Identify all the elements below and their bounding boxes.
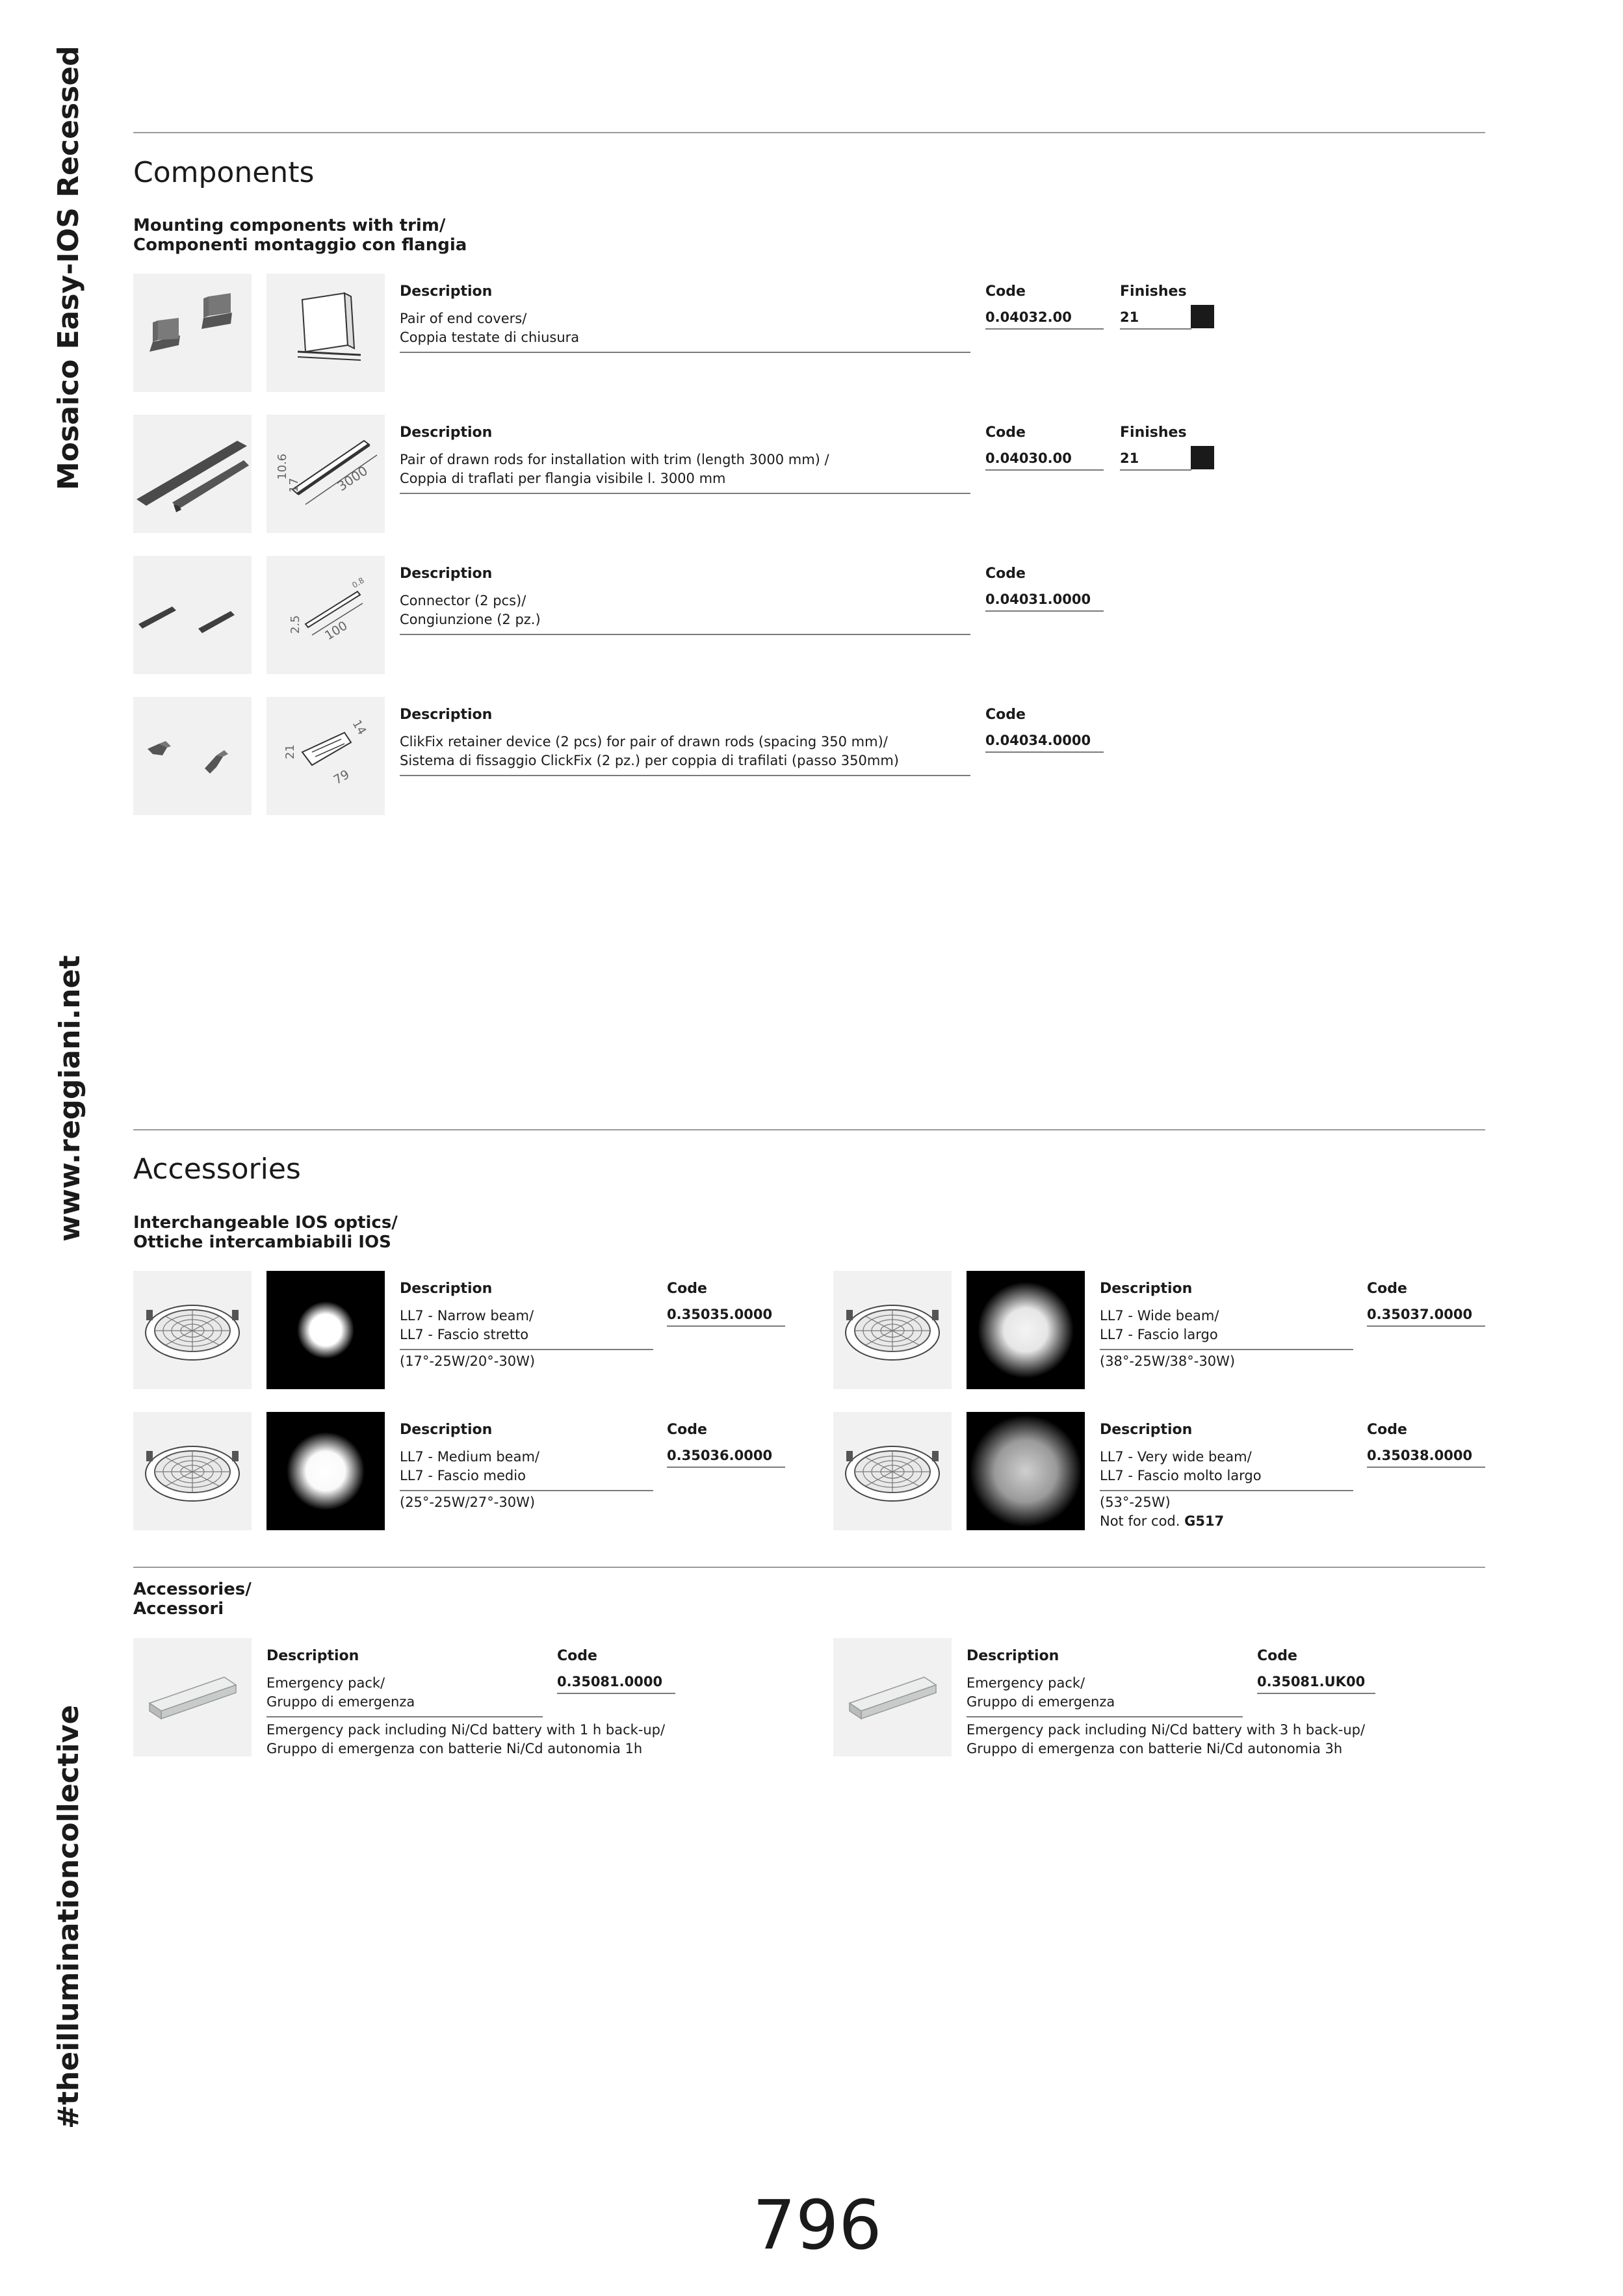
end-covers-description-label: Description <box>400 283 493 300</box>
components-subtitle <box>133 216 467 255</box>
drawn-rods-finish-underline <box>1120 469 1191 471</box>
drawn-rods-finishes-label: Finishes <box>1120 424 1187 441</box>
medium-beam-code-underline <box>667 1467 785 1468</box>
connector-desc-underline <box>400 634 970 635</box>
accessories-subtitle-line2: Accessori <box>133 1599 224 1619</box>
optics-subtitle-line2: Ottiche intercambiabili IOS <box>133 1233 391 1252</box>
medium-beam-optic-photo <box>133 1412 252 1530</box>
end-covers-photo <box>133 274 252 392</box>
wide-beam-code: 0.35037.0000 <box>1367 1307 1473 1322</box>
drawn-rods-dim-width: 17 <box>287 478 301 493</box>
clikfix-desc-underline <box>400 775 970 776</box>
clikfix-desc-it: Sistema di fissaggio ClickFix (2 pz.) per coppia di trafilati (passo 350mm) <box>400 753 899 768</box>
drawn-rods-photo <box>133 415 252 533</box>
accessories-title: Accessories <box>133 1153 301 1186</box>
medium-beam-light-spot <box>266 1412 385 1530</box>
emergency-pack-3h-photo <box>833 1638 952 1756</box>
very-wide-beam-light-spot <box>967 1412 1085 1530</box>
narrow-beam-code-label: Code <box>667 1281 707 1297</box>
narrow-beam-description <box>400 1307 534 1344</box>
connector-dim-thickness: 0.8 <box>350 575 366 590</box>
emergency-pack-3h-description-label: Description <box>967 1648 1059 1664</box>
connector-dim-length: 100 <box>322 618 350 644</box>
connector-desc-en: Connector (2 pcs)/ <box>400 593 526 608</box>
emergency-pack-1h-notes <box>266 1721 665 1758</box>
end-covers-desc-underline <box>400 352 970 353</box>
page-number: 796 <box>753 2185 882 2265</box>
clikfix-description <box>400 733 899 770</box>
end-covers-drawing <box>266 274 385 392</box>
connector-description-label: Description <box>400 566 493 582</box>
end-covers-finish-swatch <box>1191 305 1214 328</box>
very-wide-beam-code: 0.35038.0000 <box>1367 1448 1473 1463</box>
drawn-rods-description-label: Description <box>400 424 493 441</box>
end-covers-code: 0.04032.00 <box>985 309 1072 325</box>
wide-beam-description <box>1100 1307 1219 1344</box>
drawn-rods-dim-length: 3000 <box>334 462 370 495</box>
end-covers-finish-code: 21 <box>1120 309 1139 325</box>
narrow-beam-optic-photo <box>133 1271 252 1389</box>
clikfix-desc-en: ClikFix retainer device (2 pcs) for pair of drawn rods (spacing 350 mm)/ <box>400 734 888 750</box>
drawn-rods-desc-en: Pair of drawn rods for installation with trim (length 3000 mm) / <box>400 452 829 467</box>
very-wide-beam-desc-it: LL7 - Fascio molto largo <box>1100 1468 1262 1483</box>
medium-beam-code: 0.35036.0000 <box>667 1448 773 1463</box>
emergency-pack-3h-note-it: Gruppo di emergenza con batterie Ni/Cd autonomia 3h <box>967 1741 1343 1756</box>
emergency-pack-3h-code: 0.35081.UK00 <box>1257 1674 1366 1689</box>
clikfix-code-underline <box>985 751 1104 753</box>
wide-beam-desc-underline <box>1100 1349 1353 1350</box>
drawn-rods-drawing <box>266 415 385 533</box>
very-wide-beam-note-code: G517 <box>1184 1513 1225 1529</box>
drawn-rods-code-underline <box>985 469 1104 471</box>
clikfix-drawing <box>266 697 385 815</box>
emergency-pack-3h-code-label: Code <box>1257 1648 1297 1664</box>
drawn-rods-dim-height: 10.6 <box>276 453 289 480</box>
emergency-pack-1h-description <box>266 1674 415 1712</box>
narrow-beam-desc-underline <box>400 1349 653 1350</box>
accessories-top-rule <box>133 1129 1485 1130</box>
emergency-pack-3h-code-underline <box>1257 1693 1375 1694</box>
medium-beam-description-label: Description <box>400 1422 493 1438</box>
medium-beam-desc-it: LL7 - Fascio medio <box>400 1468 526 1483</box>
emergency-pack-1h-description-label: Description <box>266 1648 359 1664</box>
emergency-pack-1h-desc-it: Gruppo di emergenza <box>266 1694 415 1710</box>
end-covers-desc-it: Coppia testate di chiusura <box>400 330 580 345</box>
very-wide-beam-note-prefix: Not for cod. <box>1100 1513 1185 1529</box>
medium-beam-desc-underline <box>400 1490 653 1491</box>
emergency-pack-3h-desc-underline <box>967 1716 1243 1717</box>
emergency-pack-1h-code: 0.35081.0000 <box>557 1674 663 1689</box>
very-wide-beam-angles: (53°-25W) <box>1100 1494 1171 1510</box>
very-wide-beam-code-underline <box>1367 1467 1485 1468</box>
connector-dim-height: 2.5 <box>289 615 302 634</box>
clikfix-description-label: Description <box>400 707 493 723</box>
side-product-name: Mosaico Easy-IOS Recessed <box>52 46 85 490</box>
wide-beam-optic-photo <box>833 1271 952 1389</box>
very-wide-beam-details <box>1100 1493 1224 1531</box>
clikfix-code-label: Code <box>985 707 1026 723</box>
drawn-rods-code: 0.04030.00 <box>985 450 1072 466</box>
optics-subtitle-line1: Interchangeable IOS optics/ <box>133 1213 398 1233</box>
drawn-rods-desc-it: Coppia di traflati per flangia visibile l. 3000 mm <box>400 471 726 486</box>
end-covers-finish-underline <box>1120 328 1191 330</box>
side-website: www.reggiani.net <box>53 955 86 1242</box>
wide-beam-angles: (38°-25W/38°-30W) <box>1100 1353 1236 1369</box>
very-wide-beam-desc-underline <box>1100 1490 1353 1491</box>
emergency-pack-3h-description <box>967 1674 1115 1712</box>
connector-code: 0.04031.0000 <box>985 592 1091 607</box>
clikfix-code: 0.04034.0000 <box>985 733 1091 748</box>
medium-beam-code-label: Code <box>667 1422 707 1438</box>
clikfix-dim-width: 14 <box>349 718 369 738</box>
optics-subtitle <box>133 1213 398 1252</box>
emergency-pack-1h-desc-en: Emergency pack/ <box>266 1675 385 1691</box>
clikfix-dim-height: 21 <box>283 744 297 759</box>
connector-code-underline <box>985 610 1104 612</box>
emergency-pack-1h-note-it: Gruppo di emergenza con batterie Ni/Cd autonomia 1h <box>266 1741 643 1756</box>
clikfix-dim-length: 79 <box>331 767 352 788</box>
emergency-pack-3h-desc-en: Emergency pack/ <box>967 1675 1085 1691</box>
narrow-beam-desc-en: LL7 - Narrow beam/ <box>400 1308 534 1324</box>
narrow-beam-desc-it: LL7 - Fascio stretto <box>400 1327 529 1342</box>
components-subtitle-line2: Componenti montaggio con flangia <box>133 235 467 255</box>
medium-beam-description <box>400 1448 539 1485</box>
drawn-rods-finish-swatch <box>1191 446 1214 469</box>
wide-beam-code-label: Code <box>1367 1281 1407 1297</box>
very-wide-beam-optic-photo <box>833 1412 952 1530</box>
narrow-beam-light-spot <box>266 1271 385 1389</box>
emergency-pack-1h-code-label: Code <box>557 1648 597 1664</box>
end-covers-finishes-label: Finishes <box>1120 283 1187 300</box>
very-wide-beam-code-label: Code <box>1367 1422 1407 1438</box>
connector-code-label: Code <box>985 566 1026 582</box>
accessories-sub-rule <box>133 1567 1485 1568</box>
wide-beam-light-spot <box>967 1271 1085 1389</box>
very-wide-beam-description-label: Description <box>1100 1422 1193 1438</box>
connector-desc-it: Congiunzione (2 pz.) <box>400 612 541 627</box>
end-covers-description <box>400 309 579 347</box>
very-wide-beam-note <box>1100 1512 1224 1531</box>
clikfix-photo <box>133 697 252 815</box>
components-top-rule <box>133 132 1485 133</box>
emergency-pack-1h-desc-underline <box>266 1716 543 1717</box>
end-covers-desc-en: Pair of end covers/ <box>400 311 527 326</box>
emergency-pack-1h-note-en: Emergency pack including Ni/Cd battery with 1 h back-up/ <box>266 1722 666 1738</box>
emergency-pack-3h-note-en: Emergency pack including Ni/Cd battery with 3 h back-up/ <box>967 1722 1366 1738</box>
accessories-subtitle <box>133 1580 252 1619</box>
connector-description <box>400 592 541 629</box>
emergency-pack-1h-photo <box>133 1638 252 1756</box>
medium-beam-angles: (25°-25W/27°-30W) <box>400 1494 536 1510</box>
medium-beam-desc-en: LL7 - Medium beam/ <box>400 1449 539 1465</box>
components-subtitle-line1: Mounting components with trim/ <box>133 216 446 235</box>
wide-beam-desc-en: LL7 - Wide beam/ <box>1100 1308 1219 1324</box>
emergency-pack-1h-code-underline <box>557 1693 675 1694</box>
drawn-rods-finish-code: 21 <box>1120 450 1139 466</box>
narrow-beam-description-label: Description <box>400 1281 493 1297</box>
wide-beam-description-label: Description <box>1100 1281 1193 1297</box>
emergency-pack-3h-notes <box>967 1721 1365 1758</box>
end-covers-code-label: Code <box>985 283 1026 300</box>
accessories-subtitle-line1: Accessories/ <box>133 1580 252 1599</box>
side-hashtag: #theilluminationcollective <box>52 1704 85 2129</box>
end-covers-code-underline <box>985 328 1104 330</box>
wide-beam-code-underline <box>1367 1325 1485 1327</box>
very-wide-beam-desc-en: LL7 - Very wide beam/ <box>1100 1449 1252 1465</box>
drawn-rods-description <box>400 450 829 488</box>
connector-photo <box>133 556 252 674</box>
wide-beam-desc-it: LL7 - Fascio largo <box>1100 1327 1218 1342</box>
drawn-rods-code-label: Code <box>985 424 1026 441</box>
narrow-beam-code-underline <box>667 1325 785 1327</box>
very-wide-beam-description <box>1100 1448 1262 1485</box>
emergency-pack-3h-desc-it: Gruppo di emergenza <box>967 1694 1115 1710</box>
drawn-rods-desc-underline <box>400 493 970 494</box>
connector-drawing <box>266 556 385 674</box>
narrow-beam-angles: (17°-25W/20°-30W) <box>400 1353 536 1369</box>
narrow-beam-code: 0.35035.0000 <box>667 1307 773 1322</box>
components-title: Components <box>133 156 315 189</box>
